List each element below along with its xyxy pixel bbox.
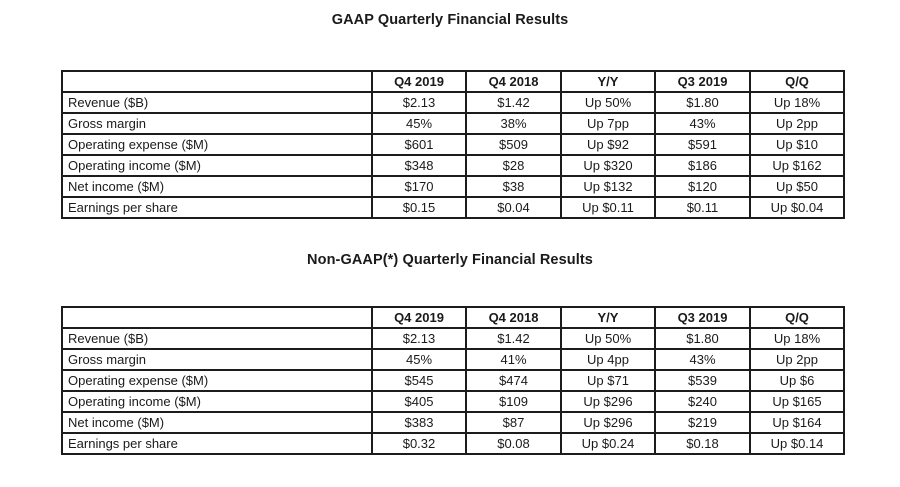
- table-cell: Up $162: [750, 155, 844, 176]
- row-label: Net income ($M): [62, 412, 372, 433]
- column-header-yy: Y/Y: [561, 307, 655, 328]
- column-header-blank: [62, 71, 372, 92]
- row-label: Operating expense ($M): [62, 134, 372, 155]
- table-cell: $219: [655, 412, 750, 433]
- table-cell: Up $10: [750, 134, 844, 155]
- table-cell: Up $296: [561, 412, 655, 433]
- table-cell: $591: [655, 134, 750, 155]
- table-row-gross-margin: [62, 349, 844, 370]
- row-label: Earnings per share: [62, 197, 372, 218]
- table-cell: $0.04: [466, 197, 561, 218]
- non-gaap-section-title: Non-GAAP(*) Quarterly Financial Results: [307, 252, 593, 268]
- table-cell: $38: [466, 176, 561, 197]
- table-row-operating-income: [62, 391, 844, 412]
- row-label: Gross margin: [62, 113, 372, 134]
- column-header-yy: Y/Y: [561, 71, 655, 92]
- table-header-row: [62, 307, 844, 328]
- table-row-net-income: [62, 412, 844, 433]
- table-cell: Up 2pp: [750, 113, 844, 134]
- table-cell: Up $50: [750, 176, 844, 197]
- table-cell: $383: [372, 412, 466, 433]
- table-cell: Up $296: [561, 391, 655, 412]
- table-row-operating-income: [62, 155, 844, 176]
- column-header-q3-2019: Q3 2019: [655, 307, 750, 328]
- table-cell: $1.80: [655, 328, 750, 349]
- table-row-operating-expense: [62, 370, 844, 391]
- row-label: Gross margin: [62, 349, 372, 370]
- table-cell: $539: [655, 370, 750, 391]
- table-row-eps: [62, 197, 844, 218]
- table-cell: Up $165: [750, 391, 844, 412]
- table-cell: $120: [655, 176, 750, 197]
- table-cell: 45%: [372, 349, 466, 370]
- table-row-eps: [62, 433, 844, 454]
- table-row-net-income: [62, 176, 844, 197]
- column-header-qq: Q/Q: [750, 71, 844, 92]
- row-label: Revenue ($B): [62, 328, 372, 349]
- table-cell: Up 50%: [561, 92, 655, 113]
- row-label: Net income ($M): [62, 176, 372, 197]
- table-cell: $240: [655, 391, 750, 412]
- table-cell: $2.13: [372, 328, 466, 349]
- table-header-row: [62, 71, 844, 92]
- table-cell: 41%: [466, 349, 561, 370]
- table-cell: Up 2pp: [750, 349, 844, 370]
- table-cell: $348: [372, 155, 466, 176]
- table-cell: Up 4pp: [561, 349, 655, 370]
- table-cell: $0.11: [655, 197, 750, 218]
- table-cell: Up 7pp: [561, 113, 655, 134]
- table-cell: $28: [466, 155, 561, 176]
- gaap-section-title: GAAP Quarterly Financial Results: [331, 12, 569, 28]
- row-label: Revenue ($B): [62, 92, 372, 113]
- column-header-q3-2019: Q3 2019: [655, 71, 750, 92]
- table-cell: Up $320: [561, 155, 655, 176]
- non-gaap-results-table: [61, 306, 845, 455]
- table-cell: $0.15: [372, 197, 466, 218]
- table-cell: $0.18: [655, 433, 750, 454]
- table-cell: $2.13: [372, 92, 466, 113]
- table-cell: $545: [372, 370, 466, 391]
- table-cell: $87: [466, 412, 561, 433]
- column-header-q4-2019: Q4 2019: [372, 71, 466, 92]
- column-header-qq: Q/Q: [750, 307, 844, 328]
- table-cell: $1.42: [466, 92, 561, 113]
- table-cell: Up $164: [750, 412, 844, 433]
- table-cell: $1.80: [655, 92, 750, 113]
- table-cell: Up $0.24: [561, 433, 655, 454]
- column-header-blank: [62, 307, 372, 328]
- table-cell: 38%: [466, 113, 561, 134]
- row-label: Operating income ($M): [62, 155, 372, 176]
- table-cell: Up $92: [561, 134, 655, 155]
- table-cell: Up $0.14: [750, 433, 844, 454]
- table-row-revenue: [62, 92, 844, 113]
- column-header-q4-2018: Q4 2018: [466, 71, 561, 92]
- table-cell: 43%: [655, 113, 750, 134]
- table-row-gross-margin: [62, 113, 844, 134]
- table-cell: Up $71: [561, 370, 655, 391]
- table-cell: $509: [466, 134, 561, 155]
- row-label: Earnings per share: [62, 433, 372, 454]
- table-cell: $474: [466, 370, 561, 391]
- table-cell: Up 18%: [750, 328, 844, 349]
- table-cell: $0.32: [372, 433, 466, 454]
- table-row-operating-expense: [62, 134, 844, 155]
- table-cell: $0.08: [466, 433, 561, 454]
- column-header-q4-2019: Q4 2019: [372, 307, 466, 328]
- table-cell: $601: [372, 134, 466, 155]
- table-cell: 43%: [655, 349, 750, 370]
- gaap-results-table: [61, 70, 845, 219]
- row-label: Operating income ($M): [62, 391, 372, 412]
- table-cell: $1.42: [466, 328, 561, 349]
- table-cell: Up $0.11: [561, 197, 655, 218]
- table-cell: 45%: [372, 113, 466, 134]
- table-cell: Up $6: [750, 370, 844, 391]
- table-cell: Up $132: [561, 176, 655, 197]
- table-cell: $170: [372, 176, 466, 197]
- table-row-revenue: [62, 328, 844, 349]
- table-cell: Up 18%: [750, 92, 844, 113]
- table-cell: Up $0.04: [750, 197, 844, 218]
- table-cell: $405: [372, 391, 466, 412]
- row-label: Operating expense ($M): [62, 370, 372, 391]
- table-cell: $109: [466, 391, 561, 412]
- column-header-q4-2018: Q4 2018: [466, 307, 561, 328]
- table-cell: Up 50%: [561, 328, 655, 349]
- table-cell: $186: [655, 155, 750, 176]
